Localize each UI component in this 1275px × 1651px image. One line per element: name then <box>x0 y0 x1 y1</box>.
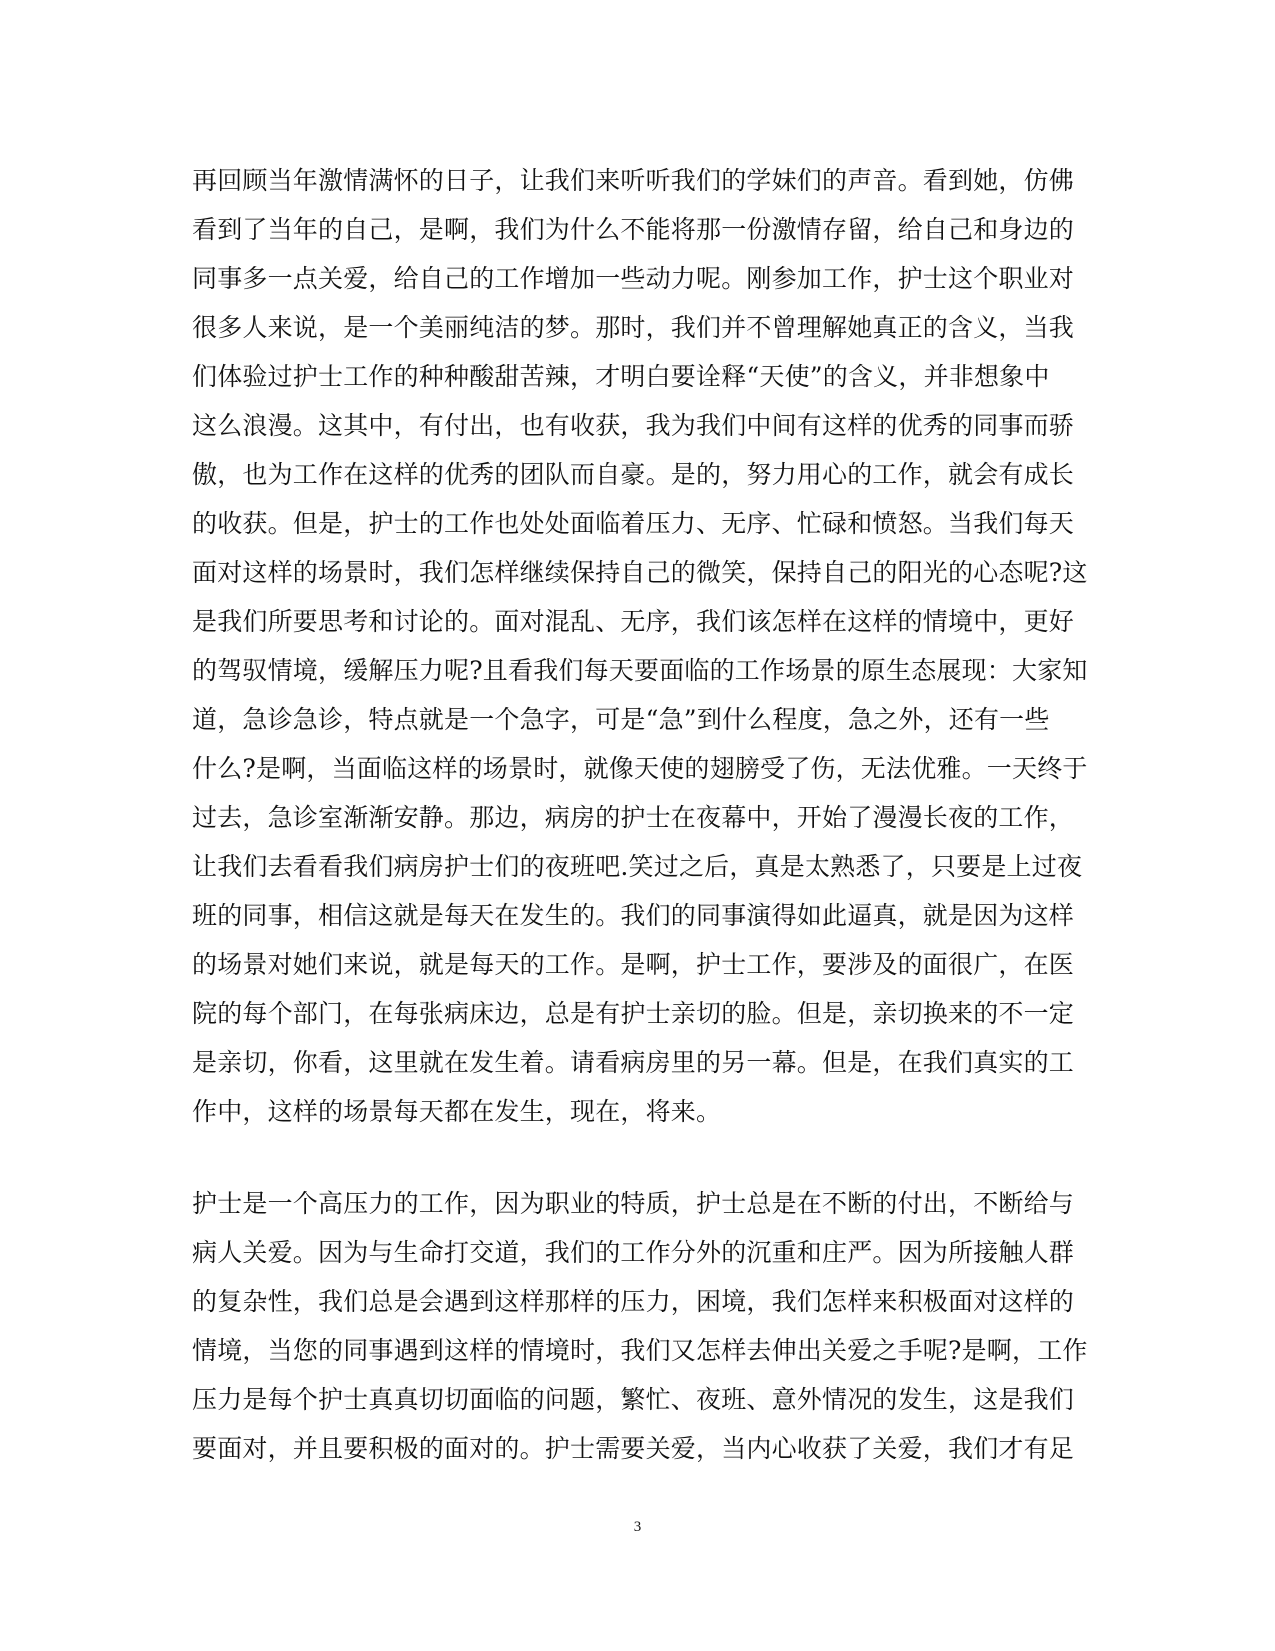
text-line: 同事多一点关爱，给自己的工作增加一些动力呢。刚参加工作，护士这个职业对 <box>192 264 1075 293</box>
text-line: 让我们去看看我们病房护士们的夜班吧.笑过之后，真是太熟悉了，只要是上过夜 <box>192 852 1083 881</box>
text-line: 道，急诊急诊，特点就是一个急字，可是“急”到什么程度，急之外，还有一些 <box>192 705 1050 734</box>
text-line: 的收获。但是，护士的工作也处处面临着压力、无序、忙碌和愤怒。当我们每天 <box>192 509 1075 538</box>
text-line: 作中，这样的场景每天都在发生，现在，将来。 <box>192 1097 722 1126</box>
text-line: 很多人来说，是一个美丽纯洁的梦。那时，我们并不曾理解她真正的含义，当我 <box>192 313 1075 342</box>
text-line: 过去，急诊室渐渐安静。那边，病房的护士在夜幕中，开始了漫漫长夜的工作， <box>192 803 1075 832</box>
text-line: 傲，也为工作在这样的优秀的团队而自豪。是的，努力用心的工作，就会有成长 <box>192 460 1075 489</box>
text-line: 的驾驭情境，缓解压力呢?且看我们每天要面临的工作场景的原生态展现：大家知 <box>192 656 1088 685</box>
text-line: 看到了当年的自己，是啊，我们为什么不能将那一份激情存留，给自己和身边的 <box>192 215 1075 244</box>
page-number: 3 <box>633 1519 642 1535</box>
text-line: 压力是每个护士真真切切面临的问题，繁忙、夜班、意外情况的发生，这是我们 <box>192 1385 1075 1414</box>
text-line: 病人关爱。因为与生命打交道，我们的工作分外的沉重和庄严。因为所接触人群 <box>192 1238 1075 1267</box>
text-line: 再回顾当年激情满怀的日子，让我们来听听我们的学妹们的声音。看到她，仿佛 <box>192 166 1075 195</box>
text-line: 的场景对她们来说，就是每天的工作。是啊，护士工作，要涉及的面很广，在医 <box>192 950 1075 979</box>
text-line: 护士是一个高压力的工作，因为职业的特质，护士总是在不断的付出，不断给与 <box>192 1189 1075 1218</box>
text-line: 的复杂性，我们总是会遇到这样那样的压力，困境，我们怎样来积极面对这样的 <box>192 1287 1075 1316</box>
text-line: 是亲切，你看，这里就在发生着。请看病房里的另一幕。但是，在我们真实的工 <box>192 1048 1075 1077</box>
paragraph-2 <box>192 1179 1087 1473</box>
text-line: 要面对，并且要积极的面对的。护士需要关爱，当内心收获了关爱，我们才有足 <box>192 1434 1075 1463</box>
text-line: 什么?是啊，当面临这样的场景时，就像天使的翅膀受了伤，无法优雅。一天终于 <box>192 754 1088 783</box>
paragraph-1 <box>192 156 1087 1136</box>
text-line: 院的每个部门，在每张病床边，总是有护士亲切的脸。但是，亲切换来的不一定 <box>192 999 1075 1028</box>
text-line: 情境，当您的同事遇到这样的情境时，我们又怎样去伸出关爱之手呢?是啊，工作 <box>192 1336 1088 1365</box>
text-line: 面对这样的场景时，我们怎样继续保持自己的微笑，保持自己的阳光的心态呢?这 <box>192 558 1088 587</box>
text-line: 班的同事，相信这就是每天在发生的。我们的同事演得如此逼真，就是因为这样 <box>192 901 1075 930</box>
text-line: 是我们所要思考和讨论的。面对混乱、无序，我们该怎样在这样的情境中，更好 <box>192 607 1075 636</box>
text-line: 们体验过护士工作的种种酸甜苦辣，才明白要诠释“天使”的含义，并非想象中 <box>192 362 1050 391</box>
text-line: 这么浪漫。这其中，有付出，也有收获，我为我们中间有这样的优秀的同事而骄 <box>192 411 1075 440</box>
